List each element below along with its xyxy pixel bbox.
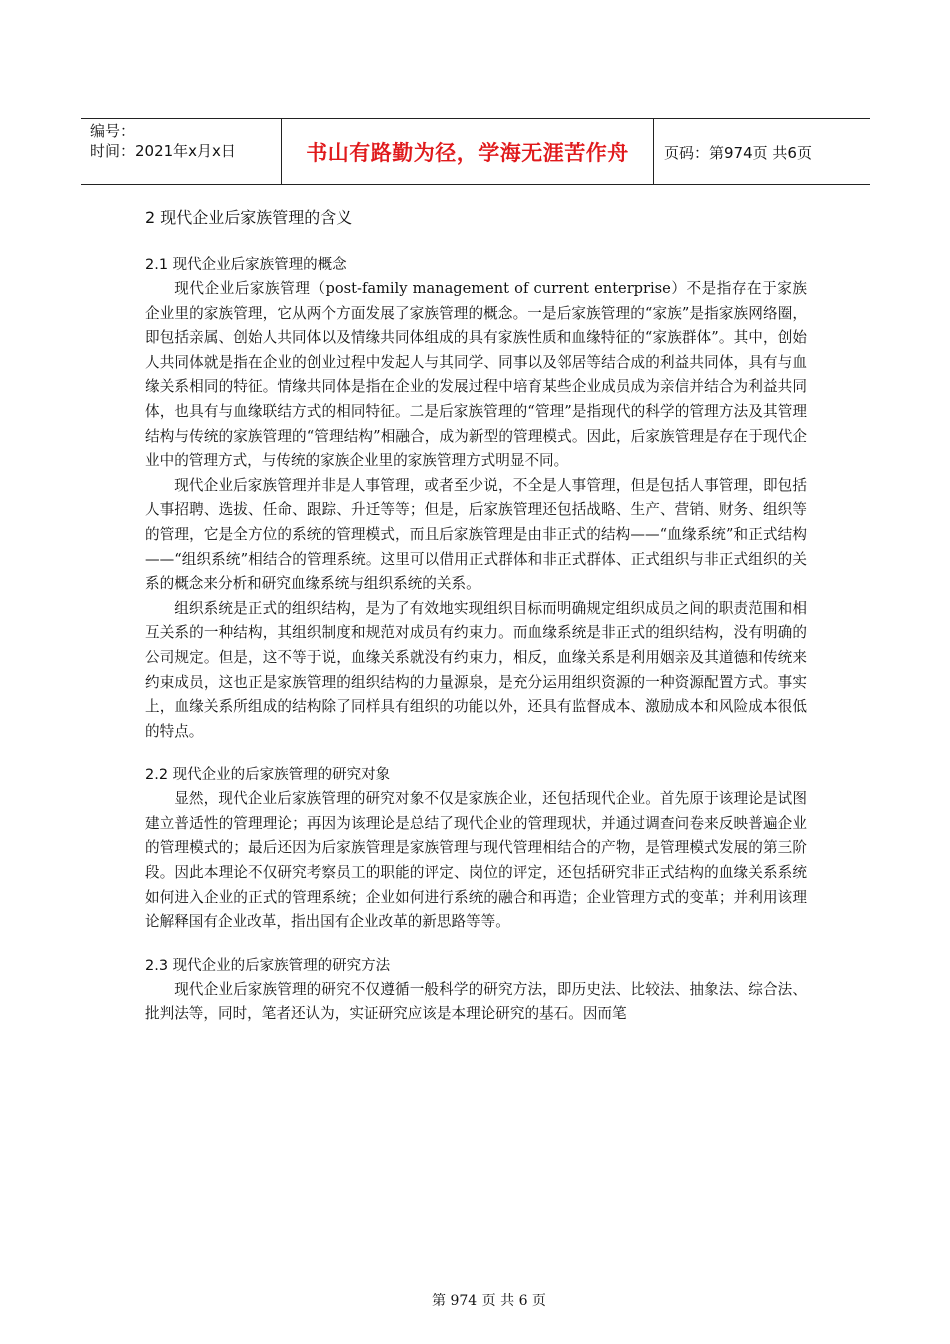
document-number-label: 编号： [90, 122, 136, 140]
page-footer: 第 974 页 共 6 页 [432, 1293, 546, 1309]
document-date: 时间：2021年x月x日 [90, 142, 236, 160]
header-divider-right [653, 119, 654, 185]
paragraph: 现代企业后家族管理（post-family management of current enterprise）不是指存在于家族企业里的家族管理，它从两个方面发展了家族管理的概念。一是后家族管理的“家族”是指家族网络圈，即包括亲属、创始人共同体以及情缘共同体组成的具有家族性质和血缘特征的“家族群体”。其中，创始人共同体就是指在企业的创业过程中发起人与其同学、同事以及邻居等结合成的利益共同体，具有与血缘关系相同的特征。情缘共同体是指在企业的发展过程中培育某些企业成员成为亲信并结合为利益共同体，也具有与血缘联结方式的相同特征。二是后家族管理的“管理”是指现代的科学的管理方法及其管理结构与传统的家族管理的“管理结构”相融合，成为新型的管理模式。因此，后家族管理是存在于现代企业中的管理方式，与传统的家族企业里的家族管理方式明显不同。 [145, 280, 807, 470]
section-title: 2 现代企业后家族管理的含义 [145, 208, 353, 227]
document-body [145, 205, 807, 1027]
page-header [81, 118, 870, 185]
subsection-heading: 2.2 现代企业的后家族管理的研究对象 [145, 767, 391, 784]
paragraph: 组织系统是正式的组织结构，是为了有效地实现组织目标而明确规定组织成员之间的职责范围和相互关系的一种结构，其组织制度和规范对成员有约束力。而血缘系统是非正式的组织结构，没有明确的公司规定。但是，这不等于说，血缘关系就没有约束力，相反，血缘关系是利用姻亲及其道德和传统来约束成员，这也正是家族管理的组织结构的力量源泉，是充分运用组织资源的一种资源配置方式。事实上，血缘关系所组成的结构除了同样具有组织的功能以外，还具有监督成本、激励成本和风险成本很低的特点。 [145, 599, 807, 740]
header-page-info: 页码：第974页 共6页 [664, 143, 812, 162]
subsection-2-2 [145, 763, 807, 935]
subsection-2-3 [145, 954, 807, 1027]
subsection-heading: 2.1 现代企业后家族管理的概念 [145, 257, 347, 273]
header-meta [90, 121, 280, 161]
paragraph: 显然，现代企业后家族管理的研究对象不仅是家族企业，还包括现代企业。首先原于该理论是试图建立普适性的管理理论；再因为该理论是总结了现代企业的管理现状，并通过调查问卷来反映普遍企业的管理模式的；最后还因为后家族管理是家族管理与现代管理相结合的产物，是管理模式发展的第三阶段。因此本理论不仅研究考察员工的职能的评定、岗位的评定，还包括研究非正式结构的血缘关系系统如何进入企业的正式的管理系统；企业如何进行系统的融合和再造；企业管理方式的变革；并利用该理论解释国有企业改革，指出国有企业改革的新思路等等。 [145, 790, 807, 931]
header-motto: 书山有路勤为径，学海无涯苦作舟 [306, 141, 629, 165]
paragraph: 现代企业后家族管理并非是人事管理，或者至少说，不全是人事管理，但是包括人事管理，即包括人事招聘、选拔、任命、跟踪、升迁等等；但是，后家族管理还包括战略、生产、营销、财务、组织等的管理，它是全方位的系统的管理模式，而且后家族管理是由非正式的结构——“血缘系统”和正式结构——“组织系统”相结合的管理系统。这里可以借用正式群体和非正式群体、正式组织与非正式组织的关系的概念来分析和研究血缘系统与组织系统的关系。 [145, 476, 807, 593]
subsection-2-1 [145, 253, 807, 744]
subsection-heading: 2.3 现代企业的后家族管理的研究方法 [145, 957, 391, 974]
paragraph: 现代企业后家族管理的研究不仅遵循一般科学的研究方法，即历史法、比较法、抽象法、综合法、批判法等，同时，笔者还认为，实证研究应该是本理论研究的基石。因而笔 [145, 980, 807, 1023]
